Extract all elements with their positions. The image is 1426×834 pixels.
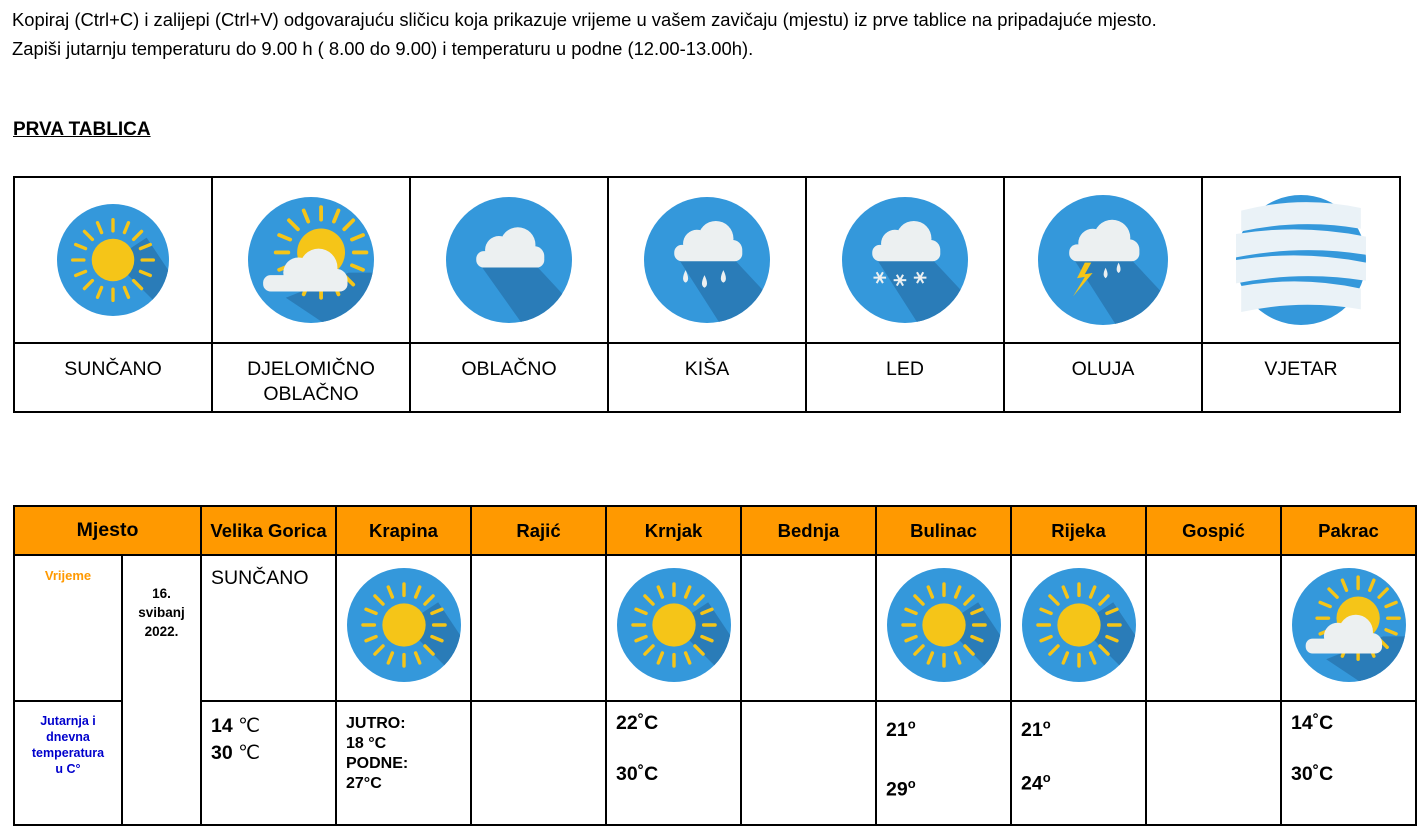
weather-cell-krapina[interactable] bbox=[336, 555, 471, 701]
header-place: Krapina bbox=[336, 506, 471, 555]
header-place: Gospić bbox=[1146, 506, 1281, 555]
header-place: Krnjak bbox=[606, 506, 741, 555]
legend-label: SUNČANO bbox=[14, 343, 212, 412]
section-heading: PRVA TABLICA bbox=[13, 119, 151, 140]
weather-cell-bednja[interactable] bbox=[741, 555, 876, 701]
snow-icon[interactable] bbox=[842, 197, 968, 323]
date-cell: 16. svibanj 2022. bbox=[122, 555, 201, 825]
instructions bbox=[12, 5, 1157, 63]
cloudy-icon[interactable] bbox=[446, 197, 572, 323]
legend-label: LED bbox=[806, 343, 1004, 412]
weather-cell-gospic[interactable] bbox=[1146, 555, 1281, 701]
vg-morning-temp: 14 bbox=[211, 715, 233, 737]
weather-legend-table bbox=[13, 176, 1401, 413]
temp-cell-gospic[interactable] bbox=[1146, 701, 1281, 825]
weather-row bbox=[14, 555, 1416, 701]
weather-cell-rijeka[interactable] bbox=[1011, 555, 1146, 701]
header-place: Rajić bbox=[471, 506, 606, 555]
weather-cell-rajic[interactable] bbox=[471, 555, 606, 701]
table-header-row bbox=[14, 506, 1416, 555]
legend-cell-partly-cloudy bbox=[212, 177, 410, 343]
legend-cell-cloudy bbox=[410, 177, 608, 343]
legend-cell-wind bbox=[1202, 177, 1400, 343]
weather-cell-velika-gorica[interactable]: SUNČANO bbox=[201, 555, 336, 701]
header-place: Rijeka bbox=[1011, 506, 1146, 555]
rain-icon[interactable] bbox=[644, 197, 770, 323]
temp-cell-krnjak[interactable]: 22˚C 30˚C bbox=[606, 701, 741, 825]
sunny-icon bbox=[1022, 568, 1136, 682]
instruction-line-1: Kopiraj (Ctrl+C) i zalijepi (Ctrl+V) odgovarajuću sličicu koja prikazuje vrijeme u vašem zavičaju (mjestu) iz prve tablice na pripadajuće mjesto. bbox=[12, 9, 1157, 30]
temperature-row bbox=[14, 701, 1416, 825]
weather-records-table bbox=[13, 505, 1417, 826]
sunny-icon bbox=[887, 568, 1001, 682]
sunny-icon bbox=[347, 568, 461, 682]
legend-label: OBLAČNO bbox=[410, 343, 608, 412]
header-place: Pakrac bbox=[1281, 506, 1416, 555]
header-place: Bednja bbox=[741, 506, 876, 555]
legend-icon-row bbox=[14, 177, 1400, 343]
sunny-icon bbox=[617, 568, 731, 682]
wind-icon[interactable] bbox=[1236, 195, 1366, 325]
legend-label: DJELOMIČNO OBLAČNO bbox=[212, 343, 410, 412]
legend-label: VJETAR bbox=[1202, 343, 1400, 412]
weather-cell-bulinac[interactable] bbox=[876, 555, 1011, 701]
partly-cloudy-icon[interactable] bbox=[248, 197, 374, 323]
header-mjesto: Mjesto bbox=[14, 506, 201, 555]
temp-cell-krapina[interactable]: JUTRO: 18 °C PODNE: 27°C bbox=[336, 701, 471, 825]
row-label-temperature: Jutarnja i dnevna temperatura u C° bbox=[14, 701, 122, 825]
temp-cell-bednja[interactable] bbox=[741, 701, 876, 825]
legend-cell-rain bbox=[608, 177, 806, 343]
header-place: Bulinac bbox=[876, 506, 1011, 555]
sunny-icon[interactable] bbox=[57, 204, 169, 316]
weather-cell-pakrac[interactable] bbox=[1281, 555, 1416, 701]
legend-cell-sunny bbox=[14, 177, 212, 343]
row-label-vrijeme: Vrijeme bbox=[14, 555, 122, 701]
temp-cell-bulinac[interactable]: 21$^o$ 29$^o$ bbox=[876, 701, 1011, 825]
legend-cell-ice bbox=[806, 177, 1004, 343]
legend-label: KIŠA bbox=[608, 343, 806, 412]
temp-cell-rajic[interactable] bbox=[471, 701, 606, 825]
legend-label: OLUJA bbox=[1004, 343, 1202, 412]
legend-cell-storm bbox=[1004, 177, 1202, 343]
weather-cell-krnjak[interactable] bbox=[606, 555, 741, 701]
header-place: Velika Gorica bbox=[201, 506, 336, 555]
temp-cell-pakrac[interactable]: 14˚C 30˚C bbox=[1281, 701, 1416, 825]
partly-cloudy-icon bbox=[1292, 568, 1406, 682]
instruction-line-2: Zapiši jutarnju temperaturu do 9.00 h ( 8.00 do 9.00) i temperaturu u podne (12.00-13.00h). bbox=[12, 38, 754, 59]
temp-cell-velika-gorica[interactable]: 14 ℃ 30 ℃ bbox=[201, 701, 336, 825]
storm-icon[interactable] bbox=[1038, 195, 1168, 325]
vg-noon-temp: 30 bbox=[211, 742, 233, 764]
temp-cell-rijeka[interactable]: 21$^o$ 24$^o$ bbox=[1011, 701, 1146, 825]
legend-label-row bbox=[14, 343, 1400, 412]
